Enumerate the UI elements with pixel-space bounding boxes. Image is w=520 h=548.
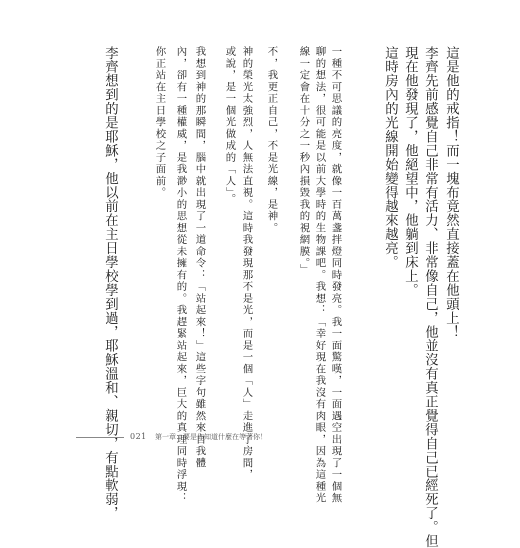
page-number: 021 xyxy=(130,432,147,441)
body-text-line: 這時房內的光線開始變得越來越亮。 xyxy=(382,46,398,270)
quoted-text-line: 或說，是一個光做成的「人」。 xyxy=(223,46,236,206)
quoted-text-line: 神的榮光太強烈，人無法直視。這時我發現那不是光，而是一個「人」走進了房間， xyxy=(240,46,253,481)
body-text-line: 現在他發現了，他絕望中，他躺到床上。 xyxy=(402,46,418,298)
quoted-text-line: 我想到神的那瞬間，腦中就出現了一道命令：「站起來！」這些字句雖然來自我體 xyxy=(193,46,206,469)
running-chapter-title: 第一章：要是你知道什麼在等著你！ xyxy=(155,433,267,441)
quoted-text-line: 內，卻有一種權威，是我渺小的思想從未擁有的。我趕緊站起來，巨大的真理同時浮現： xyxy=(174,46,187,505)
quoted-text-line: 一種不可思議的亮度，就像一百萬盞拌燈同時發亮。我一面驚嘆，一面遇空出現了一個無 xyxy=(329,46,342,505)
quoted-text-line: 聊的想法，很可能是以前大學時的生物課吧。我想：「幸好現在我沒有肉眼，因為這種光 xyxy=(313,46,326,505)
footer-rule xyxy=(76,437,124,438)
body-text-line: 李齊想到的是耶穌，他以前在主日學校學到過，耶穌溫和、親切，有點軟弱， xyxy=(102,46,118,521)
quoted-text-line: 線一定會在十分之一秒內損毀我的視網膜。」 xyxy=(297,46,310,276)
body-text-line: 這是他的戒指！而一塊布竟然直接蓋在他頭上！ xyxy=(443,46,459,339)
quoted-text-line: 不，我更正自己，不是光線，是神。 xyxy=(265,46,278,234)
quoted-text-line: 你正站在主日學校之子面前。 xyxy=(153,46,166,199)
body-text-line: 李齊先前感覺自己非常有活力、非常像自己，他並沒有真正覺得自己已經死了。但 xyxy=(422,46,438,548)
